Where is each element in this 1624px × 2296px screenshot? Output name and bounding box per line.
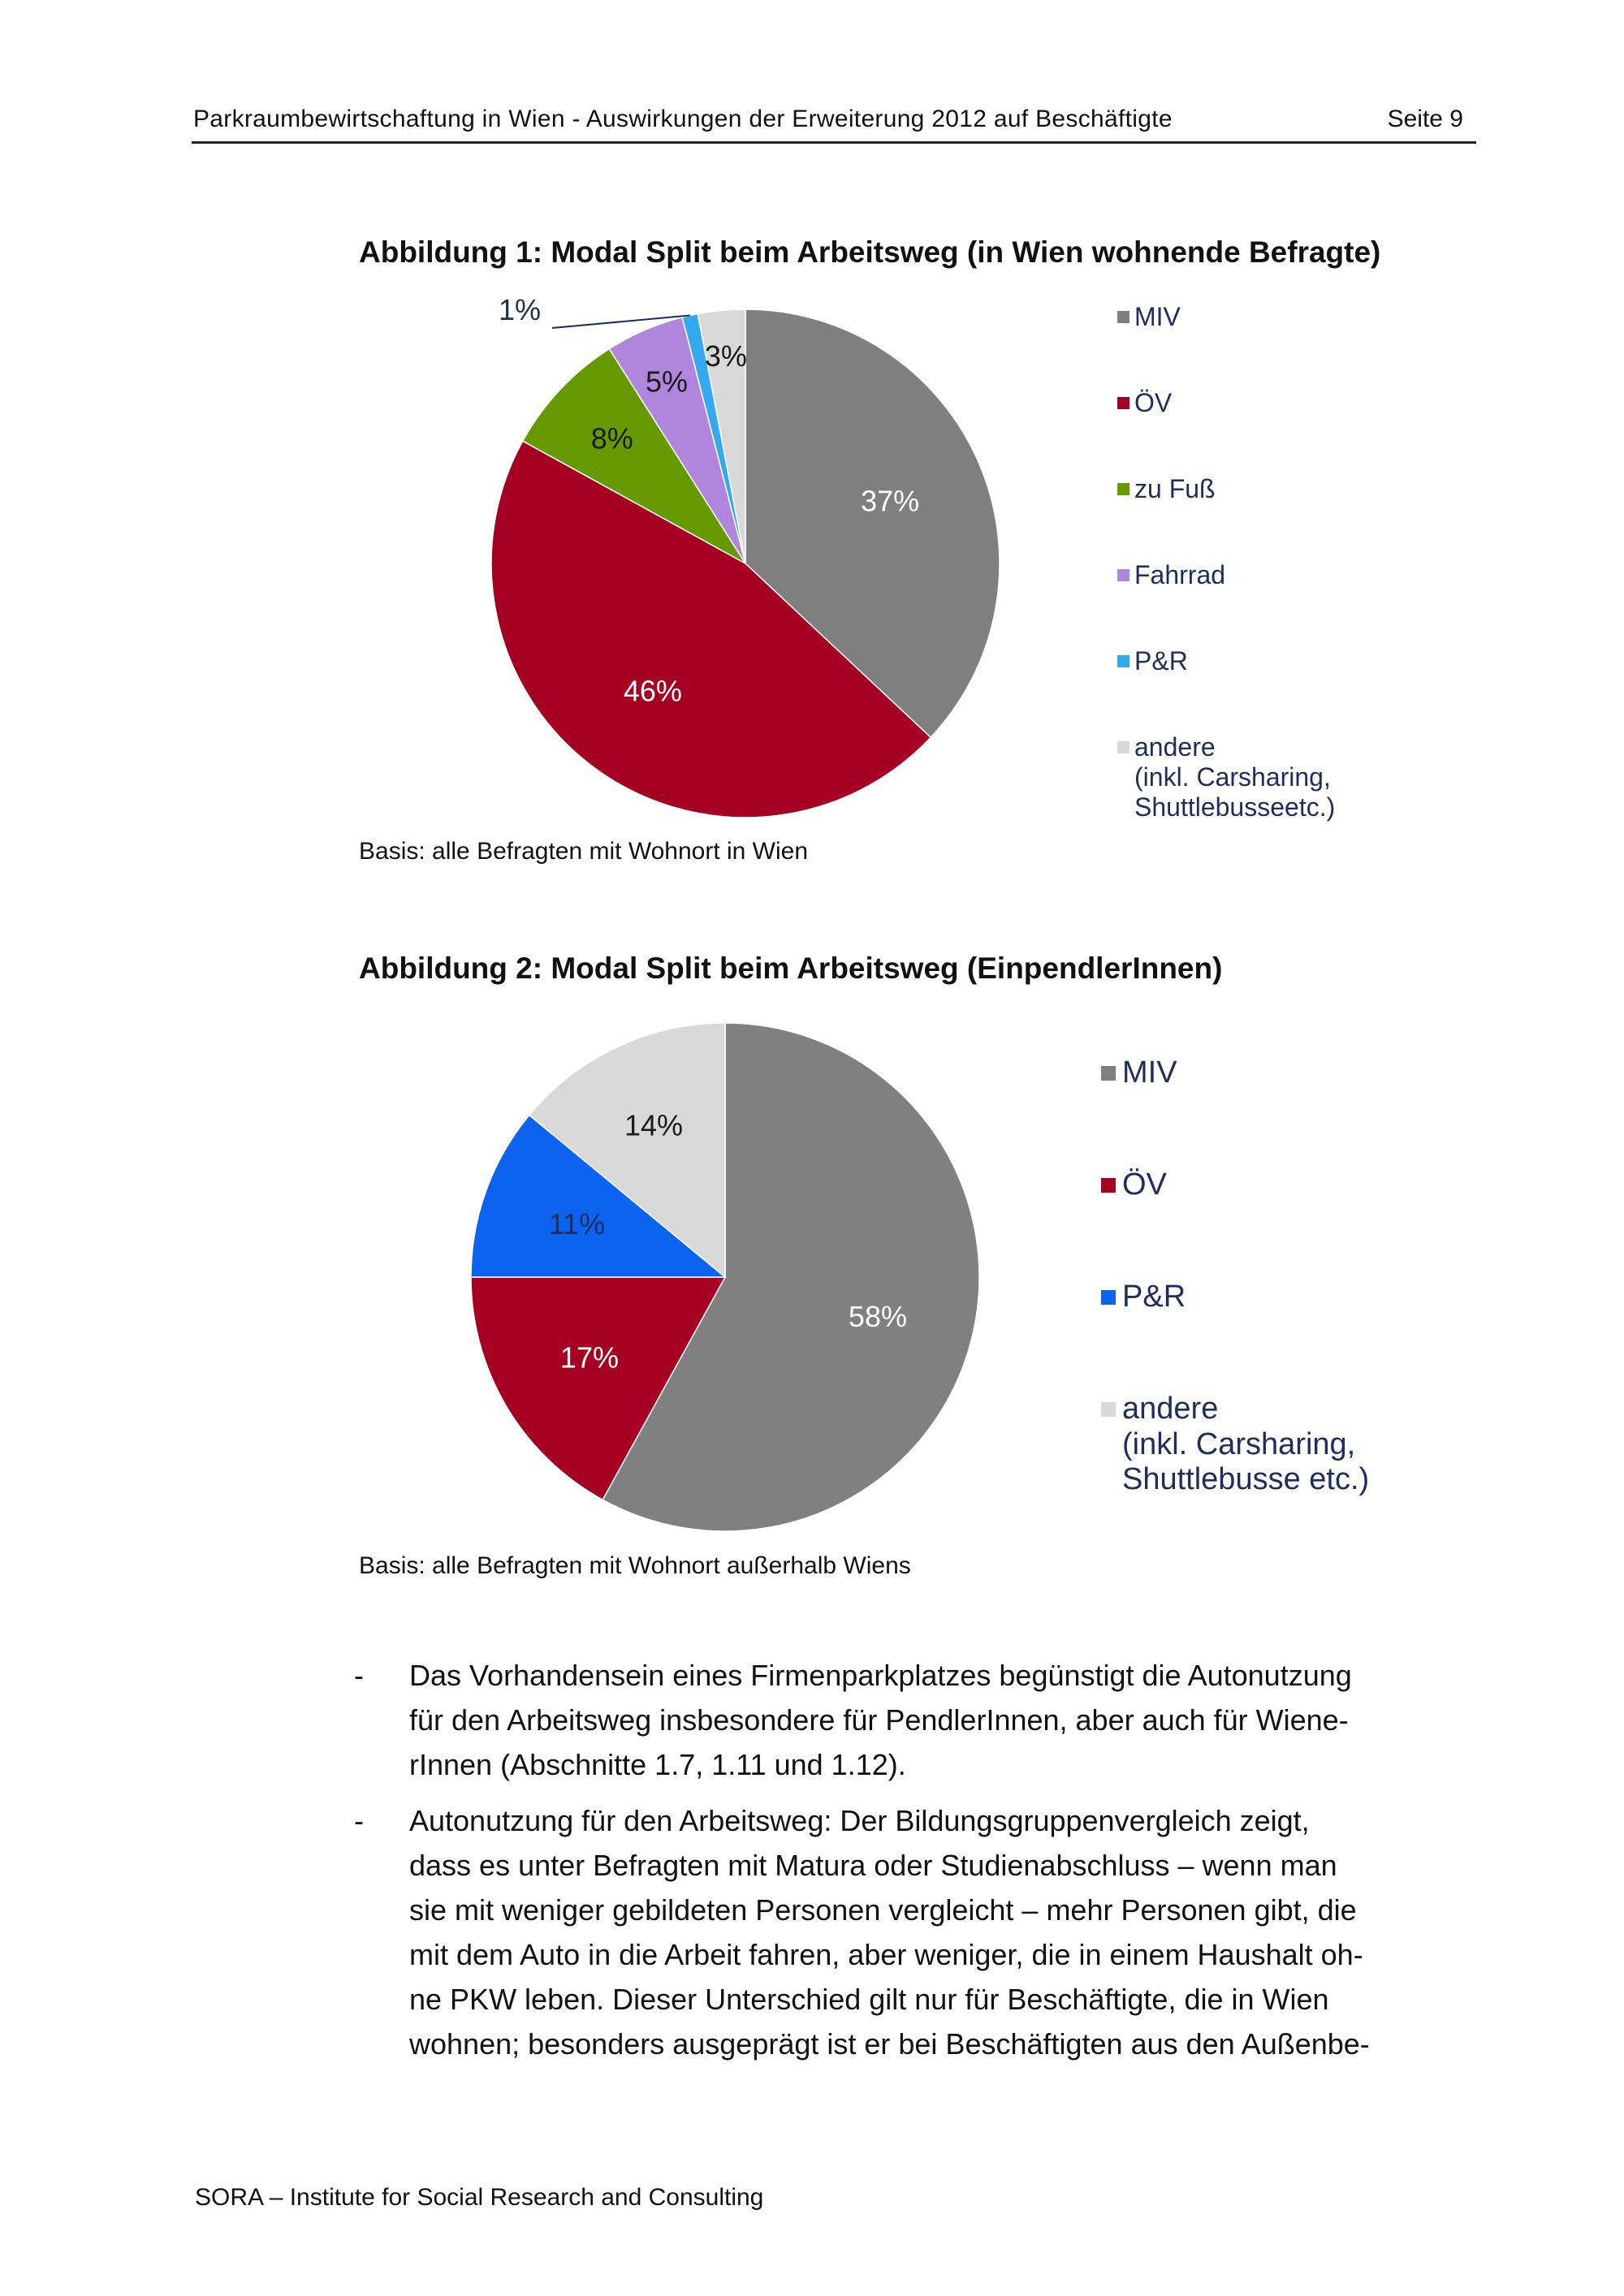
pie-label-oev: 17% — [559, 1340, 619, 1375]
header-title: Parkraumbewirtschaftung in Wien - Auswirkungen der Erweiterung 2012 auf Beschäftigte — [193, 106, 1173, 132]
figure2-basis: Basis: alle Befragten mit Wohnort außerhalb Wiens — [359, 1552, 911, 1579]
page-footer: SORA – Institute for Social Research and Consulting — [195, 2184, 764, 2211]
legend-swatch — [1101, 1178, 1116, 1193]
pie-label-fahrrad: 5% — [646, 365, 689, 399]
bullet-line: wohnen; besonders ausgeprägt ist er bei Beschäftigten aus den Außenbe- — [409, 2027, 1370, 2061]
legend-label: andere (inkl. Carsharing, Shuttlebusseetc.) — [1134, 732, 1336, 822]
bullet-line: sie mit weniger gebildeten Personen vergleicht – mehr Personen gibt, die — [409, 1893, 1357, 1927]
legend-item-oev — [1101, 1167, 1167, 1203]
pie-label-oev: 46% — [623, 674, 682, 708]
legend-item-pandr — [1101, 1280, 1186, 1315]
legend-label: zu Fuß — [1134, 474, 1216, 503]
legend-label: MIV — [1122, 1055, 1177, 1090]
legend-label: ÖV — [1122, 1167, 1167, 1202]
legend-label: P&R — [1122, 1280, 1186, 1314]
bullet-line: Das Vorhandensein eines Firmenparkplatzes begünstigt die Autonutzung — [409, 1659, 1352, 1692]
pie-label-miv: 37% — [861, 484, 920, 518]
bullet-line: Autonutzung für den Arbeitsweg: Der Bildungsgruppenvergleich zeigt, — [409, 1804, 1310, 1837]
legend-swatch — [1101, 1402, 1116, 1417]
pie-label-pandr: 1% — [498, 293, 542, 326]
legend-label: andere (inkl. Carsharing, Shuttlebusse etc.) — [1122, 1392, 1370, 1497]
bullet-item — [354, 1653, 1483, 1787]
legend-label: P&R — [1134, 646, 1188, 675]
legend-swatch — [1101, 1066, 1116, 1081]
bullet-line: für den Arbeitsweg insbesondere für PendlerInnen, aber auch für Wiene- — [409, 1703, 1349, 1737]
bullet-item — [354, 1798, 1483, 2066]
bullet-line: ne PKW leben. Dieser Unterschied gilt nur für Beschäftigte, die in Wien — [409, 1983, 1329, 2016]
figure1-basis: Basis: alle Befragten mit Wohnort in Wien — [359, 838, 809, 865]
bullet-line: mit dem Auto in die Arbeit fahren, aber weniger, die in einem Haushalt oh- — [409, 1938, 1363, 1971]
figure2-title: Abbildung 2: Modal Split beim Arbeitsweg (EinpendlerInnen) — [359, 952, 1223, 985]
legend-item-andere — [1101, 1392, 1369, 1498]
bullet-list — [354, 1653, 1483, 2078]
pie-label-andere: 3% — [704, 339, 747, 373]
legend-label: Fahrrad — [1134, 560, 1226, 589]
legend-label: ÖV — [1134, 388, 1173, 417]
legend-swatch — [1101, 1290, 1116, 1305]
pie-label-zu-fuss: 8% — [590, 421, 633, 455]
bullet-line: dass es unter Befragten mit Matura oder Studienabschluss – wenn man — [409, 1849, 1337, 1882]
legend-label: MIV — [1134, 302, 1181, 331]
pie-label-miv: 58% — [848, 1299, 907, 1333]
pie-label-andere: 14% — [624, 1108, 684, 1142]
bullet-dash: - — [354, 1659, 364, 1692]
bullet-dash: - — [354, 1804, 364, 1837]
page-number: Seite 9 — [1387, 106, 1463, 132]
legend-item-miv — [1101, 1055, 1177, 1091]
figure1-title: Abbildung 1: Modal Split beim Arbeitsweg (in Wien wohnende Befragte) — [359, 235, 1381, 269]
pie-label-pandr: 11% — [548, 1206, 606, 1241]
bullet-line: rInnen (Abschnitte 1.7, 1.11 und 1.12). — [409, 1748, 906, 1781]
